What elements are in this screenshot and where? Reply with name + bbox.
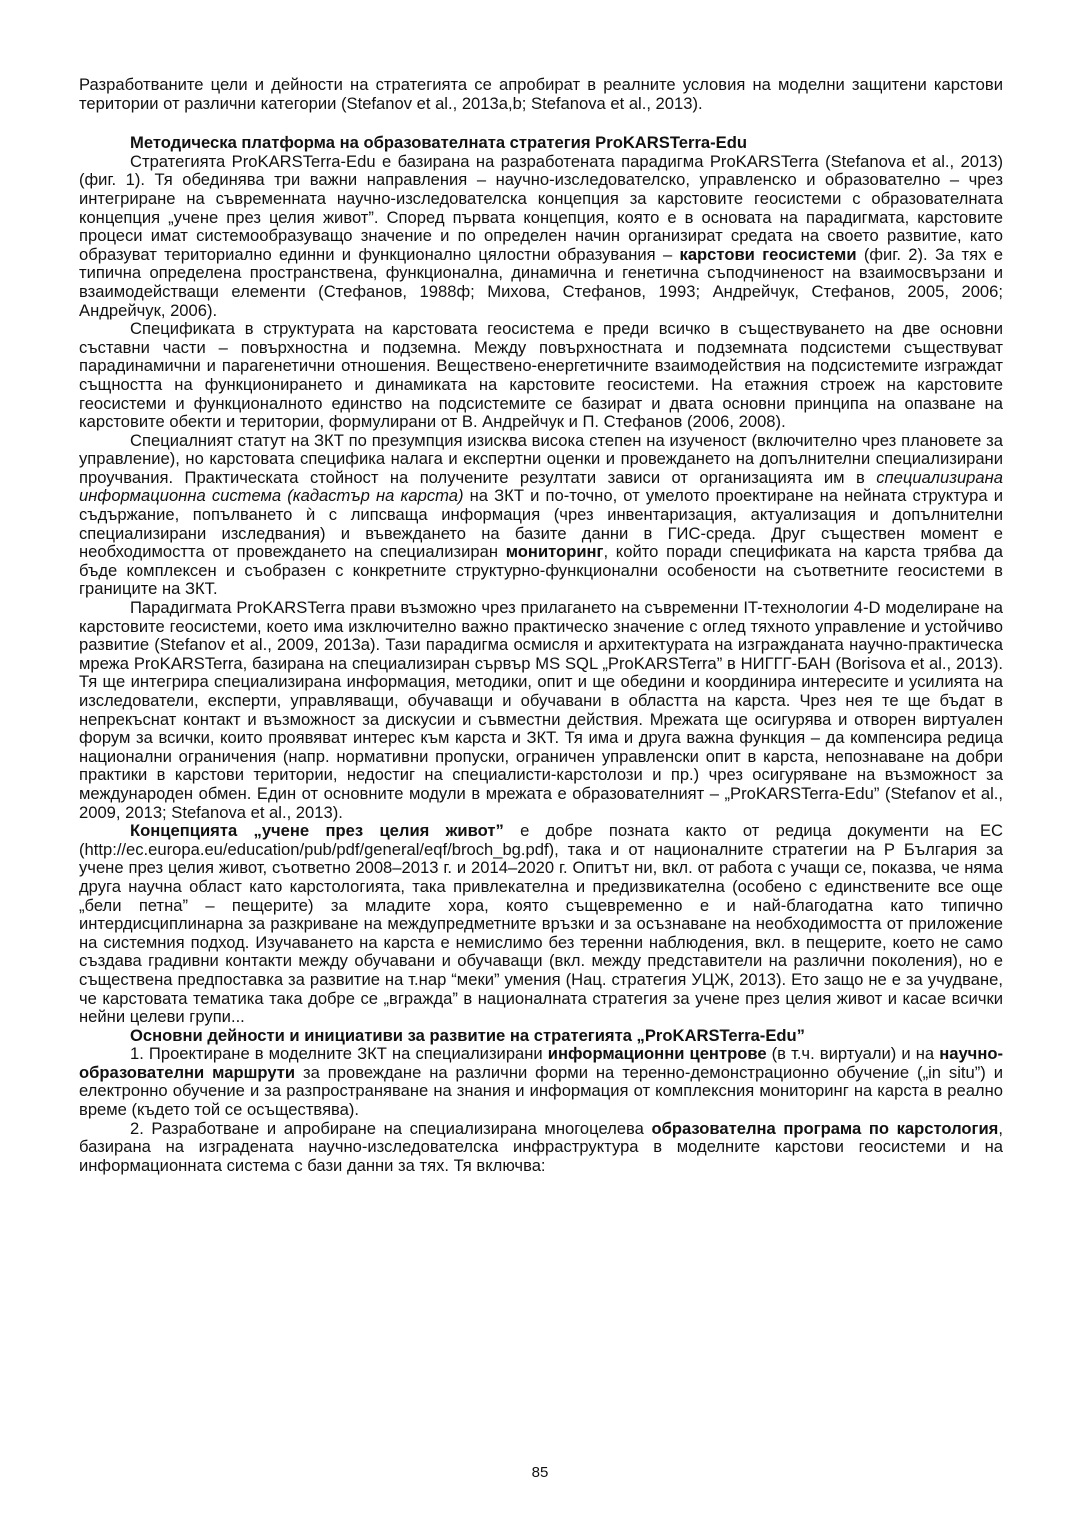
list-item-1: 1. Проектиране в моделните ЗКТ на специализирани информационни центрове (в т.ч. виртуали) и на научно-образователни маршрути за провеждане на различни форми на теренно-демонстрационно обучение („in situ”) и електронно обучение и за разпространяване на знания и информация от комплексния мониторинг на карста в реално време (където той се осъществява). (79, 1044, 1004, 1120)
paragraph-lifelong-learning: Концепцията „учене през целия живот” е добре позната както от редица документи на ЕС (http://ec.europa.eu/education/pub/pdf/general/eqf/broch_bg.pdf), така и от националните стратегии на Р България за учене през целия живот, съответно 2008–2013 г. и 2014–2020 г. Опитът ни, вкл. от работа с учащи се, показва, че няма друга научна област като карстологията, така привлекателна и предизвикателна (особено с единствените все още „бели петна” – пещерите) за младите хора, която същевременно е и най-благодатна като типично интердисциплинарна за разкриване на междупредметните връзки и за осъзнаване на необходимостта от приложение на системния подход. Изучаването на карста е немислимо без теренни наблюдения, вкл. в пещерите, което не само създава градивни контакти между обучавани и обучаващи (вкл. между представители на различни поколения), но е съществена предпоставка за развитие на т.нар “меки” умения (Нац. стратегия УЦЖ, 2013). Ето защо не е за учудване, че карстовата тематика така добре се „вгражда” в националната стратегия за учене през целия живот и касае всички нейни целеви групи... (79, 821, 1003, 1027)
document-body (79, 76, 1003, 1175)
section-heading-main-activities: Основни дейности и инициативи за развитие на стратегията „ProKARSTerra-Edu” (130, 1025, 805, 1045)
intro-paragraph: Разработваните цели и дейности на стратегията се апробират в реалните условия на моделни защитени карстови територии от различни категории (Stefanov et al., 2013a,b; Stefanova et al., 2013). (79, 75, 1003, 113)
page-number: 85 (531, 1464, 549, 1481)
paragraph-geosystem-structure: Спецификата в структурата на карстовата геосистема е преди всичко в съществуването на две основни съставни части – повърхностна и подземна. Между повърхностната и подземната подсистеми съществуват парадинамични и парагенетични отношения. Вещественo-енергетичните взаимодействия на подсистемите изграждат същността на функционирането и динамиката на карстовите геосистеми. На етажния строеж на карстовите геосистеми и функционалното единство на подсистемите се базират и двата основни принципа на опазване на карстовите обекти и територии, формулирани от В. Андрейчук и П. Стефанов (2006, 2008). (79, 319, 1003, 432)
paragraph-paradigm: Парадигмата ProKARSTerra прави възможно чрез прилагането на съвременни IT-технологии 4-D моделиране на карстовите геосистеми, което има изключително важно практическо значение с оглед тяхното управление и устойчиво развитие (Stefanov et al., 2009, 2013a). Тази парадигма осмисля и архитектурата на изгражданата научно-практическа мрежа ProKARSTerra, базирана на специализиран сървър MS SQL „ProKARSTerra” в НИГГГ-БАН (Borisova et al., 2013). Тя ще интегрира специализирана информация, методики, опит и ще обедини и координира интересите и усилията на изследователи, експерти, управляващи, обучаващи и обучавани в областта на карста. Чрез нея те ще бъдат в непрекъснат контакт и възможност за дискусии и съвместни действия. Мрежата ще осигурява и отворен виртуален форум за всички, които проявяват интерес към карста и ЗКТ. Тя има и друга важна функция – да компенсира редица национални ограничения (напр. нормативни пропуски, ограничен управленски опит в карста, непознаване на добри практики в карстови територии, недостиг на специалисти-карстолози и пр.) чрез осигуряване на възможност за международен обмен. Един от основните модули в мрежата е образователният – „ProKARSTerra-Edu” (Stefanov et al., 2009, 2013; Stefanova et al., 2013). (79, 598, 1003, 822)
paragraph-strategy: Стратегията ProKARSTerra-Edu е базирана на разработената парадигма ProKARSTerra (Stefanova et al., 2013) (фиг. 1). Тя обединява три важни направления – научно-изследователско, управленско и образователно – чрез интегриране на съвременната научно-изследователска концепция за карстовите геосистеми с образователната концепция „учене през целия живот”. Според първата концепция, която е в основата на парадигмата, карстовите процеси имат системообразуващо значение и по определен начин организират средата на своето развитие, като образуват териториално единни и функционално цялостни образувания – карстови геосистеми (фиг. 2). За тях е типична определена пространствена, функционална, динамична и генетична съподчиненост на взаимосвързани и взаимодействащи елементи (Стефанов, 1988ф; Михова, Стефанов, 1993; Андрейчук, Стефанов, 2005, 2006; Андрейчук, 2006). (79, 151, 1003, 320)
section-heading-methodical-platform: Методическа платформа на образователната стратегия ProKARSTerra-Edu (130, 133, 747, 153)
paragraph-special-status: Специалният статут на ЗКТ по презумпция изисква висока степен на изученост (включително чрез плановете за управление), но карстовата специфика налага и експертни оценки и провеждането на допълнителни специализирани проучвания. Практическата стойност на получените резултати зависи от организацията им в специализирана информационна система (кадастър на карста) на ЗКТ и по-точно, от умелото проектиране на нейната структура и съдържание, попълването ѝ с липсваща информация (чрез инвентаризация, актуализация и допълнителни специализирани изследвания) и въвеждането на базите данни в ГИС-среда. Друг съществен момент е необходимостта от провеждането на специализиран мониторинг, който поради спецификата на карста трябва да бъде комплексен и съобразен с конкретните структурно-функционални особености на съответните геосистеми в границите на ЗКТ. (79, 430, 1004, 599)
list-item-2: 2. Разработване и апробиране на специализирана многоцелева образователна програма по карстология, базирана на изградената научно-изследователска инфраструктура в моделните карстови геосистеми и на информационната система с бази данни за тях. Тя включва: (79, 1118, 1003, 1175)
